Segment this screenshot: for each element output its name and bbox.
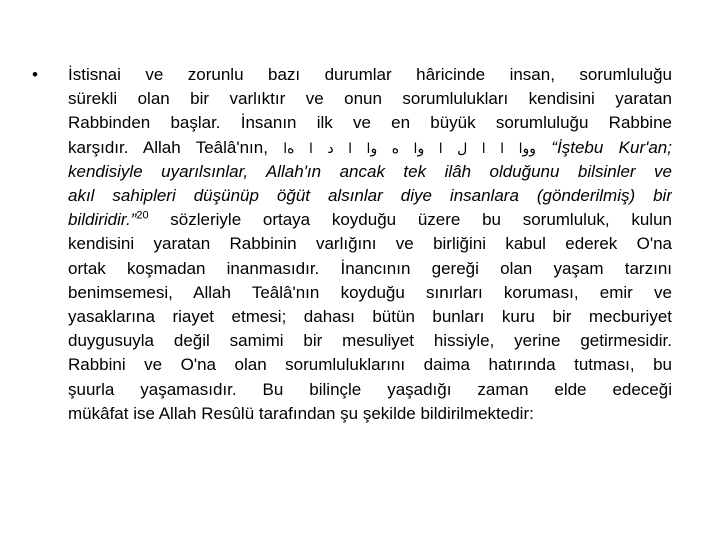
text-line-14: şuurla yaşamasıdır. Bu bilinçle yaşadığı zaman elde edeceği bbox=[68, 379, 672, 399]
text-line-4 bbox=[68, 136, 672, 160]
arabic-verse-text: ﻭﻭﺍ ﺍ ﺍ ﻝ ﺍ ﻭﺍ ﻩ ﻭﺍ ﺍ ﺩ ﺍ ﻩﺍ bbox=[283, 139, 536, 156]
text-line-8: kendisini yaratan Rabbinin varlığını ve birliğini kabul ederek O'na bbox=[68, 234, 672, 254]
text-line-1: İstisnai ve zorunlu bazı durumlar hâricinde insan, sorumluluğu bbox=[68, 65, 672, 84]
footnote-ref: 20 bbox=[136, 209, 149, 222]
text-line-3: Rabbinden başlar. İnsanın ilk ve en büyük sorumluluğu Rabbine bbox=[68, 113, 672, 133]
text-line-6: akıl sahipleri düşünüp öğüt alsınlar diye insanlara (gönderilmiş) bir bbox=[68, 186, 672, 206]
text-line-10: benimsemesi, Allah Teâlâ'nın koyduğu sınırları koruması, emir ve bbox=[68, 282, 672, 302]
text-line-15: mükâfat ise Allah Resûlü tarafından şu şekilde bildirilmektedir: bbox=[68, 403, 534, 423]
body-paragraph bbox=[68, 63, 672, 426]
text-line-13: Rabbini ve O'na olan sorumluluklarını daima hatırında tutması, bu bbox=[68, 355, 672, 375]
text-line-2: sürekli olan bir varlıktır ve onun sorumlulukları kendisini yaratan bbox=[68, 89, 672, 109]
text-line-9: ortak koşmadan inanmasıdır. İnancının gereği olan yaşam tarzını bbox=[68, 258, 672, 278]
line-4-prefix: karşıdır. Allah Teâlâ'nın, bbox=[68, 137, 268, 157]
bullet-marker: • bbox=[32, 65, 38, 84]
text-line-5: kendisiyle uyarılsınlar, Allah'ın ancak tek ilâh olduğunu bilsinler ve bbox=[68, 161, 672, 181]
text-line-12: duygusuyla değil samimi bir mesuliyet hissiyle, yerine getirmesidir. bbox=[68, 331, 672, 351]
line-7-rest: sözleriyle ortaya koyduğu üzere bu sorumluluk, kulun bbox=[170, 210, 672, 230]
text-line-11: yasaklarına riayet etmesi; dahası bütün bunları kuru bir mecburiyet bbox=[68, 307, 672, 327]
quote-end: bildiridir.” bbox=[68, 210, 137, 230]
quote-start: “İştebu Kur'an; bbox=[551, 137, 672, 157]
text-line-7 bbox=[68, 208, 672, 232]
